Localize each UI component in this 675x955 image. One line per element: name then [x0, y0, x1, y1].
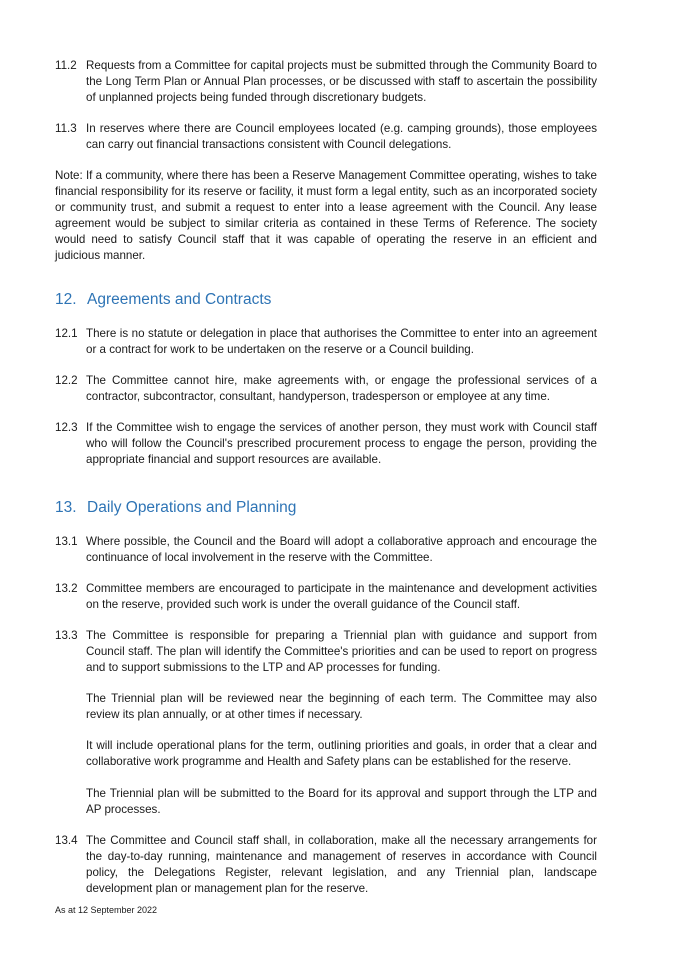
heading-title: Agreements and Contracts: [87, 291, 272, 308]
section-heading-13: [55, 498, 296, 518]
clause-13-4: [55, 833, 597, 897]
clause-number: 12.2: [55, 374, 78, 387]
clause-number: 12.1: [55, 327, 78, 340]
clause-text: There is no statute or delegation in place that authorises the Committee to enter into an agreement or a contract for work to be undertaken on the reserve or a Council building.: [86, 327, 597, 356]
clause-number: 11.2: [55, 59, 77, 72]
clause-number: 11.3: [55, 122, 77, 135]
clause-12-2: [55, 373, 597, 405]
page-footer-date: As at 12 September 2022: [55, 905, 158, 915]
clause-text: If the Committee wish to engage the services of another person, they must work with Council staff who will follow the Council's prescribed procurement process to engage the person, providing the appropriate financial and support resources are available.: [86, 421, 597, 466]
clause-13-1: [55, 534, 597, 566]
clause-12-1: [55, 326, 597, 358]
clause-number: 13.2: [55, 582, 78, 595]
clause-number: 13.1: [55, 535, 78, 548]
heading-number: 13.: [55, 499, 77, 516]
clause-11-2: [55, 58, 597, 106]
clause-13-3-paragraph: The Triennial plan will be submitted to the Board for its approval and support through the LTP and AP processes.: [86, 787, 597, 816]
clause-12-3: [55, 420, 597, 468]
clause-number: 13.3: [55, 629, 78, 642]
clause-13-2: [55, 581, 597, 613]
clause-text: The Committee and Council staff shall, in collaboration, make all the necessary arrangements for the day-to-day running, maintenance and management of reserves in accordance with Council policy, the Delegations Register, relevant legislation, and any Triennial plan, landscape development plan or management plan for the reserve.: [86, 834, 597, 895]
heading-title: Daily Operations and Planning: [87, 499, 297, 516]
clause-13-3-paragraph: It will include operational plans for the term, outlining priorities and goals, in order that a clear and collaborative work programme and Health and Safety plans can be established for the reserve.: [86, 739, 597, 768]
clause-text: In reserves where there are Council employees located (e.g. camping grounds), those employees can carry out financial transactions consistent with Council delegations.: [86, 122, 597, 151]
clause-13-3: [55, 628, 597, 676]
clause-number: 13.4: [55, 834, 78, 847]
clause-11-3: [55, 121, 597, 153]
clause-text: The Committee is responsible for preparing a Triennial plan with guidance and support from Council staff. The plan will identify the Committee's priorities and can be used to report on progress and to support submissions to the LTP and AP processes for funding.: [86, 629, 597, 674]
clause-text: Requests from a Committee for capital projects must be submitted through the Community Board to the Long Term Plan or Annual Plan processes, or be discussed with staff to ascertain the possibility of unplanned projects being funded through discretionary budgets.: [86, 59, 597, 104]
clause-number: 12.3: [55, 421, 78, 434]
clause-text: Committee members are encouraged to participate in the maintenance and development activities on the reserve, provided such work is under the overall guidance of the Council staff.: [86, 582, 597, 611]
clause-text: Where possible, the Council and the Board will adopt a collaborative approach and encourage the continuance of local involvement in the reserve with the Committee.: [86, 535, 597, 564]
note-paragraph: Note: If a community, where there has been a Reserve Management Committee operating, wishes to take financial responsibility for its reserve or facility, it must form a legal entity, such as an incorporated society or community trust, and submit a request to enter into a lease agreement with the Council. Any lease agreement would be subject to similar criteria as contained in these Terms of Reference. The society would need to satisfy Council staff that it was capable of operating the reserve in an efficient and judicious manner.: [55, 169, 597, 262]
section-heading-12: [55, 290, 271, 310]
clause-13-3-paragraph: The Triennial plan will be reviewed near the beginning of each term. The Committee may also review its plan annually, or at other times if necessary.: [86, 692, 597, 721]
heading-number: 12.: [55, 291, 77, 308]
clause-text: The Committee cannot hire, make agreements with, or engage the professional services of a contractor, subcontractor, consultant, handyperson, tradesperson or employee at any time.: [86, 374, 597, 403]
